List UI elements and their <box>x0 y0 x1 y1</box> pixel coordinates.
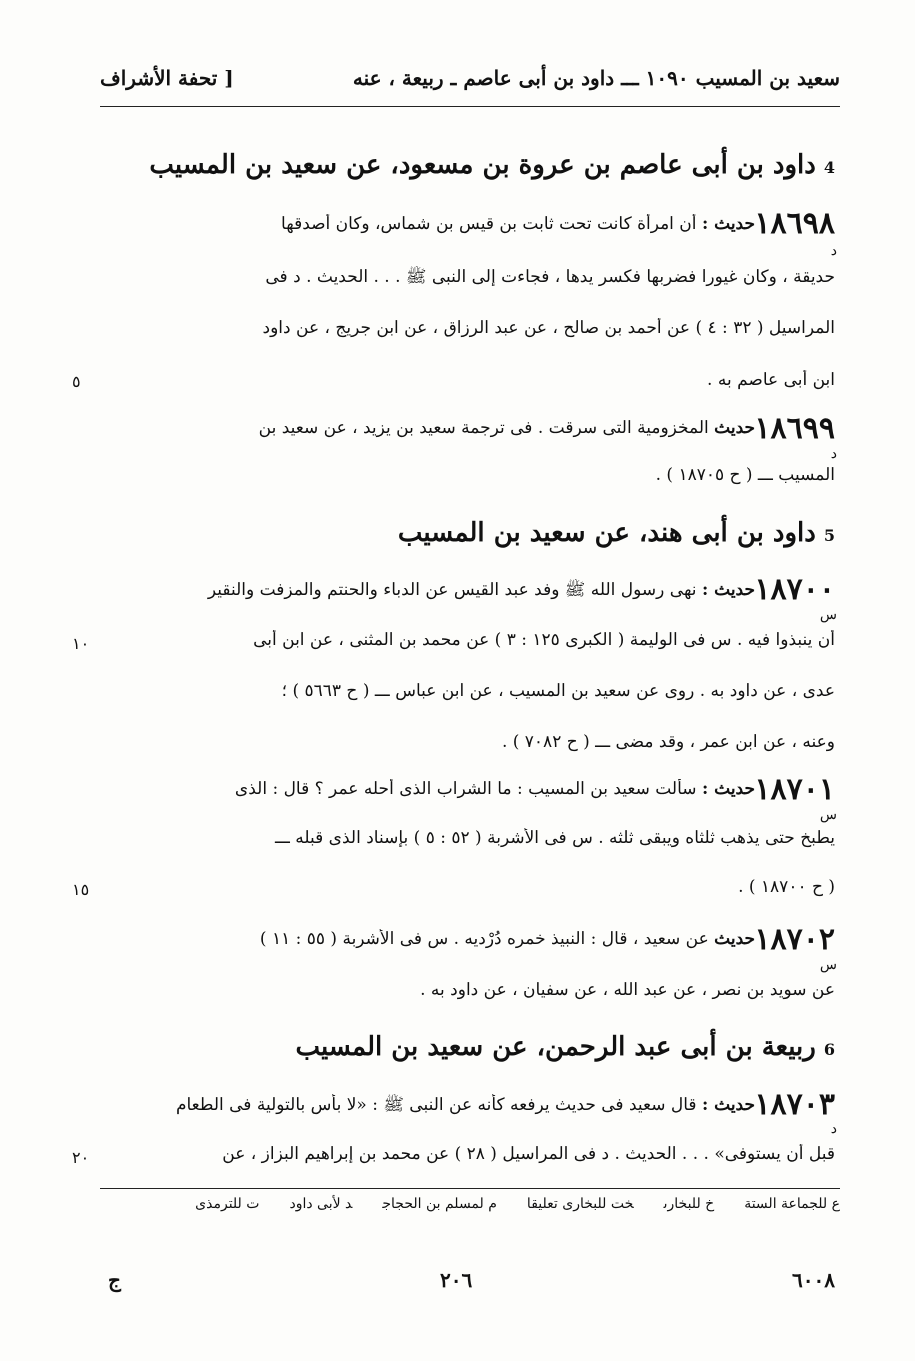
hadith-text-line <box>100 214 755 234</box>
abbreviation-item: خ للبخارى <box>663 1196 715 1212</box>
hadith-text-line: عن سويد بن نصر ، عن عبد الله ، عن سفيان ، عن داود به . <box>420 980 835 1000</box>
hadith-text-line <box>100 779 755 799</box>
hadith-source-code: د <box>830 446 837 462</box>
running-header <box>100 60 840 100</box>
section-heading <box>398 518 835 548</box>
hadith-source-code: س <box>819 957 837 973</box>
header-rule <box>100 106 840 107</box>
hadith-label: حديث <box>714 929 755 949</box>
hadith-number: ١٨٦٩٩ <box>754 411 835 446</box>
hadith-label: حديث : <box>701 214 755 234</box>
line-text: سألت سعيد بن المسيب : ما الشراب الذى أحله عمر ؟ قال : الذى <box>234 779 697 799</box>
abbreviation-item: د لأبى داود <box>289 1196 353 1212</box>
margin-line-number: ١٥ <box>72 880 90 899</box>
footnote-rule <box>100 1188 840 1189</box>
line-text: نهى رسول الله ﷺ وفد عبد القيس عن الدباء والحنتم والمزفت والنقير <box>207 580 697 600</box>
margin-line-number: ٢٠ <box>72 1148 90 1167</box>
hadith-number: ١٨٧٠٢ <box>754 922 835 957</box>
hadith-text-line <box>100 579 755 604</box>
hadith-source-code: د <box>830 1121 837 1137</box>
abbreviation-item: ع للجماعة الستة <box>744 1196 840 1212</box>
abbreviation-item: ت للترمذى <box>195 1196 260 1212</box>
section-heading <box>295 1032 835 1062</box>
margin-line-number: ٥ <box>72 372 81 391</box>
line-text: المخزومية التى سرقت . فى ترجمة سعيد بن يزيد ، عن سعيد بن <box>258 418 709 438</box>
header-title: سعيد بن المسيب ١٠٩٠ ـــ داود بن أبى عاصم ـ ربيعة ، عنه <box>352 66 840 90</box>
hadith-number: ١٨٧٠١ <box>754 772 835 807</box>
section-title: داود بن أبى هند، عن سعيد بن المسيب <box>397 518 816 548</box>
hadith-text-line: يطبخ حتى يذهب ثلثاه ويبقى ثلثه . س فى الأشربة ( ٥٢ : ٥ ) بإسناد الذى قبله ـــ <box>274 828 835 848</box>
hadith-text-line <box>100 418 755 438</box>
line-text: أن امرأة كانت تحت ثابت بن قيس بن شماس، وكان أصدقها <box>281 214 697 234</box>
abbreviation-item: م لمسلم بن الحجاج <box>382 1196 497 1212</box>
hadith-text-line: المراسيل ( ٣٢ : ٤ ) عن أحمد بن صالح ، عن عبد الرزاق ، عن ابن جريج ، عن داود <box>262 318 835 338</box>
section-number: 5 <box>823 526 835 545</box>
hadith-number: ١٨٧٠٣ <box>754 1087 835 1122</box>
margin-line-number: ١٠ <box>72 634 90 653</box>
hadith-source-code: د <box>830 243 837 259</box>
hadith-text-line: وعنه ، عن ابن عمر ، وقد مضى ـــ ( ح ٧٠٨٢ ) . <box>501 732 835 752</box>
section-title: ربيعة بن أبى عبد الرحمن، عن سعيد بن المسيب <box>295 1032 816 1062</box>
section-heading <box>149 150 835 180</box>
abbreviation-item: خت للبخارى تعليقا <box>526 1196 634 1212</box>
hadith-text-line: قبل أن يستوفى» . . . الحديث . د فى المراسيل ( ٢٨ ) عن محمد بن إبراهيم البزاز ، عن <box>222 1144 835 1164</box>
hadith-number: ١٨٦٩٨ <box>754 206 835 241</box>
hadith-label: حديث : <box>701 580 755 600</box>
hadith-label: حديث <box>714 418 755 438</box>
hadith-source-code: س <box>819 607 837 623</box>
hadith-number: ١٨٧٠٠ <box>754 572 835 607</box>
section-number: 4 <box>823 158 835 177</box>
hadith-text-line: عدى ، عن داود به . روى عن سعيد بن المسيب ، عن ابن عباس ـــ ( ح ٥٦٦٣ ) ؛ <box>281 681 835 701</box>
volume-page-number: ٦٠٠٨ <box>792 1268 835 1292</box>
hadith-text-line: أن ينبذوا فيه . س فى الوليمة ( الكبرى ١٢٥ : ٣ ) عن محمد بن المثنى ، عن ابن أبى <box>253 630 835 650</box>
header-book-title: [ تحفة الأشراف <box>100 66 234 90</box>
hadith-source-code: س <box>819 807 837 823</box>
abbreviation-key <box>100 1196 840 1212</box>
line-text: عن سعيد ، قال : النبيذ خمره دُرْديه . س فى الأشربة ( ٥٥ : ١١ ) <box>259 929 709 949</box>
page-number: ٢٠٦ <box>440 1268 473 1292</box>
section-title: داود بن أبى عاصم بن عروة بن مسعود، عن سعيد بن المسيب <box>149 150 816 180</box>
volume-letter: ج <box>108 1268 121 1292</box>
section-number: 6 <box>823 1040 835 1059</box>
line-text: قال سعيد فى حديث يرفعه كأنه عن النبى ﷺ : «لا بأس بالتولية فى الطعام <box>175 1095 697 1115</box>
hadith-text-line <box>100 1094 755 1119</box>
hadith-text-line: ( ح ١٨٧٠٠ ) . <box>738 877 835 897</box>
hadith-text-line: حديقة ، وكان غيورا فضربها فكسر يدها ، فجاءت إلى النبى ﷺ . . . الحديث . د فى <box>265 267 835 287</box>
hadith-text-line: المسيب ـــ ( ح ١٨٧٠٥ ) . <box>655 465 835 485</box>
hadith-text-line: ابن أبى عاصم به . <box>707 370 835 390</box>
hadith-label: حديث : <box>701 1095 755 1115</box>
hadith-text-line <box>100 929 755 949</box>
hadith-label: حديث : <box>701 779 755 799</box>
